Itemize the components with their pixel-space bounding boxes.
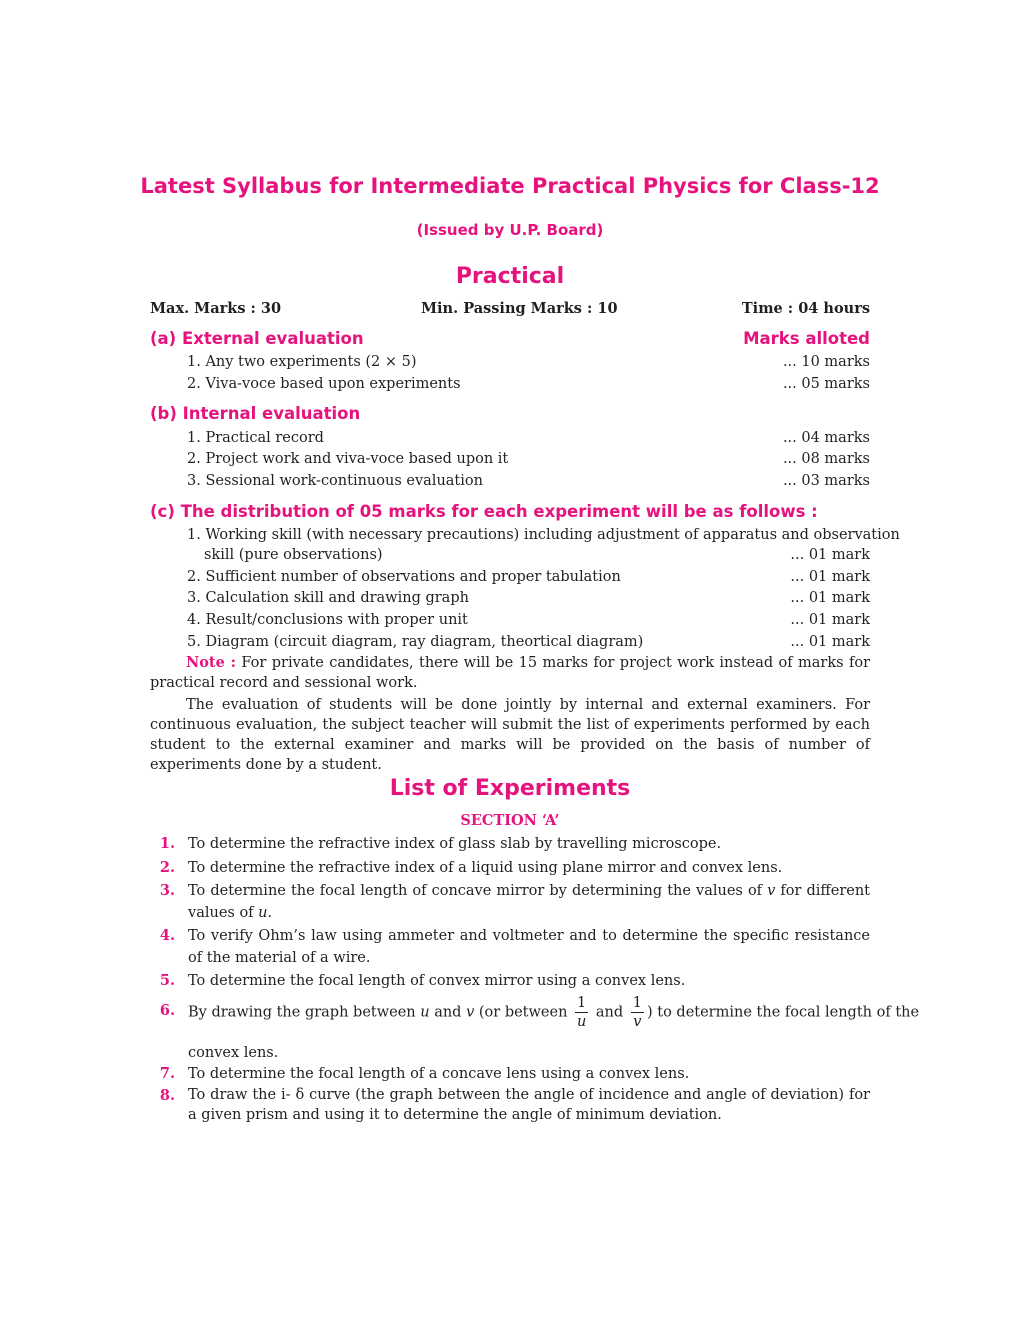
distribution-item: 1. Working skill (with necessary precautions) including adjustment of apparatus and observation	[187, 527, 900, 543]
experiment-text-part: (or between	[474, 1004, 573, 1021]
internal-item-marks: ... 04 marks	[782, 430, 870, 446]
distribution-item: 4. Result/conclusions with proper unit	[187, 612, 468, 628]
practical-heading: Practical	[455, 264, 565, 289]
fraction-denominator: u	[576, 1014, 587, 1030]
internal-item: 2. Project work and viva-voce based upon it	[187, 451, 509, 467]
experiment-number: 8.	[159, 1087, 175, 1104]
distribution-item: 3. Calculation skill and drawing graph	[187, 590, 469, 606]
experiment-text	[188, 880, 870, 924]
experiment-text-part: and	[429, 1004, 467, 1021]
exam-time: Time : 04 hours	[741, 300, 870, 317]
page-title: Latest Syllabus for Intermediate Practical Physics for Class-12	[140, 174, 880, 198]
page-subtitle: (Issued by U.P. Board)	[416, 221, 604, 239]
variable-v: v	[466, 1004, 475, 1021]
experiment-number: 2.	[159, 859, 175, 876]
variable-v: v	[767, 883, 776, 899]
fraction-denominator: v	[633, 1014, 642, 1030]
external-item: 1. Any two experiments (2 × 5)	[187, 354, 417, 370]
experiment-text-part: and	[591, 1004, 628, 1021]
experiment-text: To verify Ohm’s law using ammeter and voltmeter and to determine the specific resistance of the material of a wire.	[188, 928, 870, 966]
experiment-number: 5.	[159, 972, 175, 989]
external-item-marks: ... 05 marks	[782, 376, 870, 392]
distribution-item-marks: ... 01 mark	[790, 590, 870, 606]
distribution-item-continued: skill (pure observations)	[204, 547, 383, 563]
distribution-item-marks: ... 01 mark	[790, 634, 870, 650]
distribution-item: 5. Diagram (circuit diagram, ray diagram, theortical diagram)	[187, 634, 644, 650]
distribution-item: 2. Sufficient number of observations and proper tabulation	[187, 569, 621, 585]
fraction-numerator: 1	[577, 995, 587, 1011]
experiment-number: 7.	[159, 1065, 175, 1082]
internal-item: 1. Practical record	[187, 430, 324, 446]
experiments-heading: List of Experiments	[389, 776, 631, 801]
internal-evaluation-heading: (b) Internal evaluation	[150, 404, 361, 423]
evaluation-paragraph: The evaluation of students will be done jointly by internal and external examiners. For continuous evaluation, the subject teacher will submit the list of experiments performed by each student to the external examiner and marks will be provided on the basis of number of experiments done by a student.	[150, 697, 870, 773]
max-marks: Max. Marks : 30	[150, 300, 282, 317]
experiment-text: To draw the i- δ curve (the graph between the angle of incidence and angle of deviation) for a given prism and using it to determine the angle of minimum deviation.	[188, 1087, 870, 1123]
experiment-text-continued: convex lens.	[188, 1045, 279, 1061]
variable-u: u	[420, 1004, 430, 1021]
experiment-number: 3.	[159, 882, 175, 899]
fraction-one-over-v	[631, 994, 644, 1031]
external-item-marks: ... 10 marks	[782, 354, 870, 370]
experiment-number: 1.	[159, 835, 175, 852]
experiment-text-part: ) to determine the focal length of the	[646, 1004, 920, 1021]
variable-u: u.	[258, 905, 273, 921]
section-a-label: SECTION ‘A’	[460, 812, 560, 829]
experiment-text: To determine the refractive index of glass slab by travelling microscope.	[188, 836, 722, 852]
external-item: 2. Viva-voce based upon experiments	[187, 376, 461, 392]
experiment-text	[188, 994, 920, 1031]
experiment-text: To determine the focal length of a concave lens using a convex lens.	[188, 1066, 690, 1082]
note-text: For private candidates, there will be 15 marks for project work instead of marks for practical record and sessional work.	[150, 655, 870, 691]
note-label: Note :	[186, 654, 237, 671]
min-passing-marks: Min. Passing Marks : 10	[421, 300, 618, 317]
distribution-heading: (c) The distribution of 05 marks for each experiment will be as follows :	[150, 502, 818, 521]
external-evaluation-heading: (a) External evaluation	[150, 329, 364, 348]
distribution-item-marks: ... 01 mark	[790, 547, 870, 563]
experiment-text-part: By drawing the graph between	[188, 1004, 421, 1021]
experiment-text-part: To determine the focal length of concave mirror by determining the values of	[188, 883, 768, 899]
experiment-text: To determine the refractive index of a liquid using plane mirror and convex lens.	[188, 860, 783, 876]
internal-item: 3. Sessional work-continuous evaluation	[187, 473, 483, 489]
experiment-text: To determine the focal length of convex mirror using a convex lens.	[188, 973, 686, 989]
experiment-number: 6.	[159, 1002, 175, 1019]
marks-alloted-heading: Marks alloted	[743, 329, 870, 348]
fraction-one-over-u	[575, 994, 588, 1031]
fraction-numerator: 1	[632, 995, 642, 1011]
internal-item-marks: ... 08 marks	[782, 451, 870, 467]
distribution-item-marks: ... 01 mark	[790, 612, 870, 628]
internal-item-marks: ... 03 marks	[782, 473, 870, 489]
experiment-number: 4.	[159, 927, 175, 944]
distribution-item-marks: ... 01 mark	[790, 569, 870, 585]
note-paragraph	[150, 653, 870, 693]
experiment-text-part: for different values of	[188, 883, 870, 921]
